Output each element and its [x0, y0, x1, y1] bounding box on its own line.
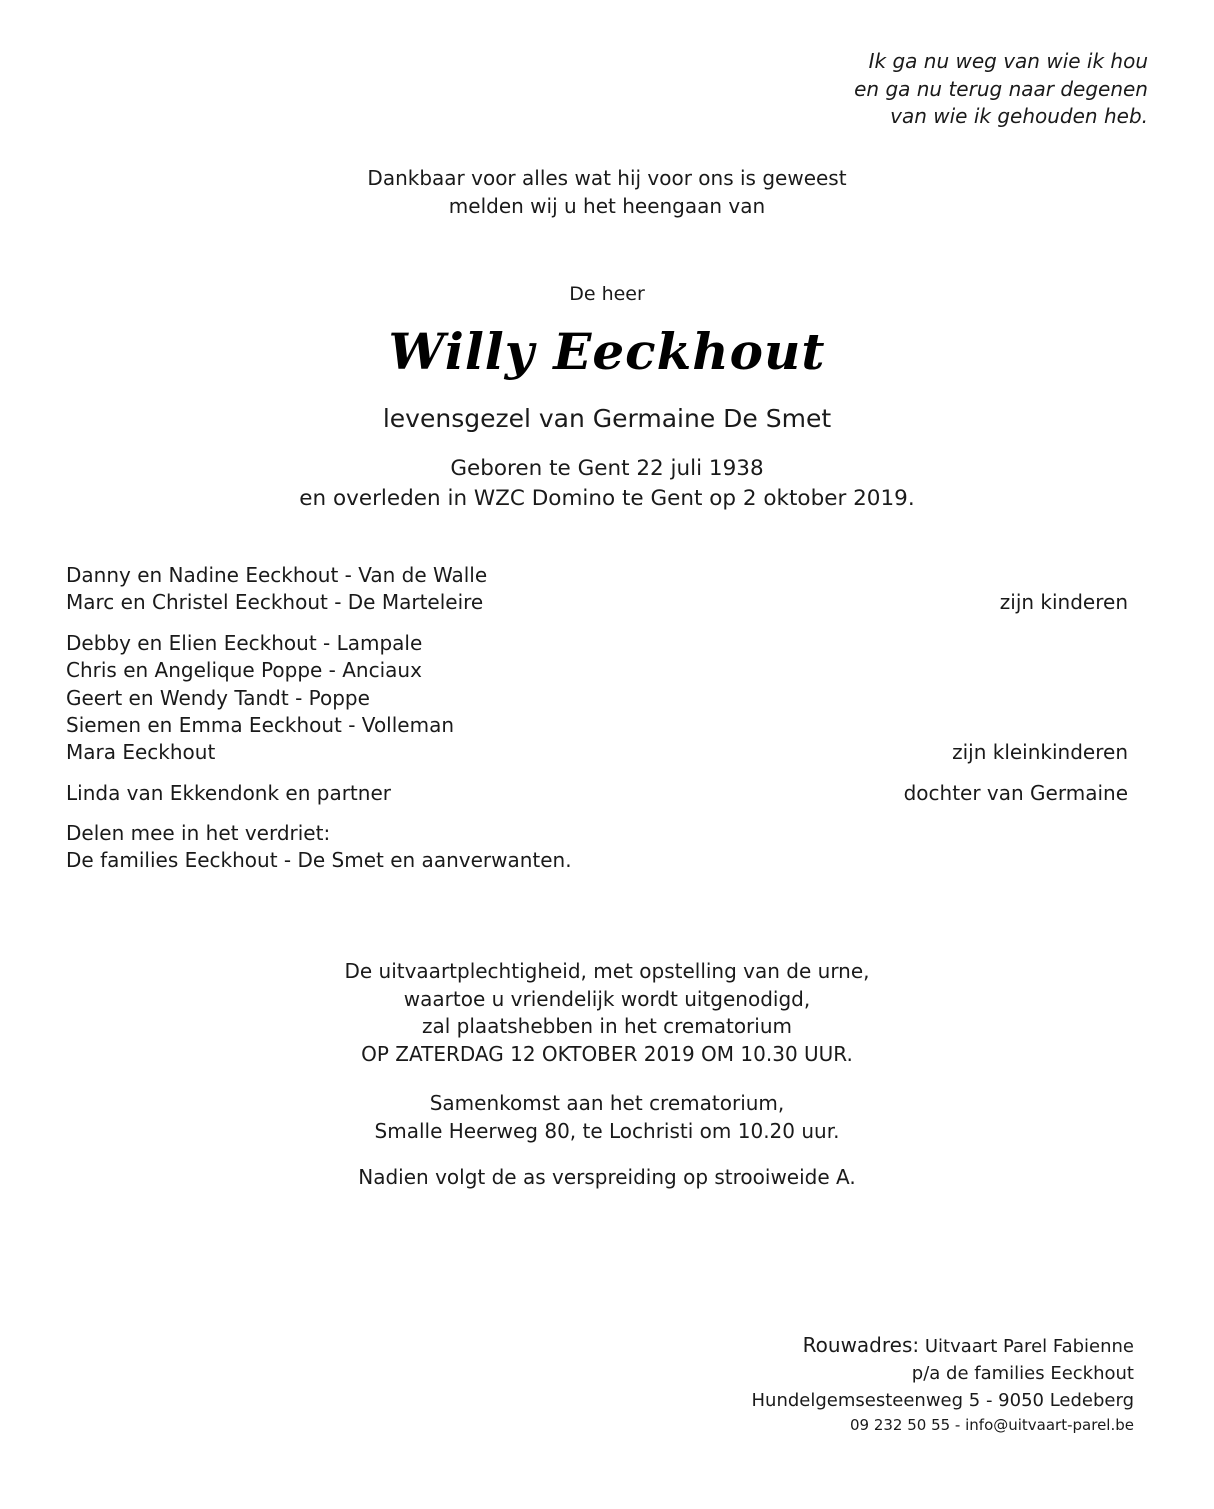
gathering-line: Samenkomst aan het crematorium,: [429, 1091, 785, 1115]
death-line: en overleden in WZC Domino te Gent op 2 oktober 2019.: [299, 486, 915, 511]
intro-line: melden wij u het heengaan van: [448, 193, 766, 218]
birth-line: Geboren te Gent 22 juli 1938: [450, 456, 764, 481]
birth-death-info: [0, 454, 1214, 514]
mourning-address: [752, 1332, 1135, 1436]
sharing-group: [66, 820, 1128, 875]
family-member: Marc en Christel Eeckhout - De Marteleire: [66, 590, 484, 615]
family-row: [66, 562, 1128, 589]
grandchildren-group: [66, 630, 1128, 766]
family-row: [66, 685, 1128, 712]
gathering-line: Smalle Heerweg 80, te Lochristi om 10.20 uur.: [374, 1118, 840, 1143]
intro-line: Dankbaar voor alles wat hij voor ons is geweest: [367, 166, 847, 190]
relation-label: zijn kinderen: [999, 590, 1128, 615]
deceased-name: Willy Eeckhout: [388, 322, 826, 381]
family-row: [66, 589, 1128, 616]
family-member: Chris en Angelique Poppe - Anciaux: [66, 658, 422, 683]
relation-label: zijn kleinkinderen: [952, 740, 1128, 765]
family-member: Linda van Ekkendonk en partner: [66, 781, 391, 805]
address-street: Hundelgemsesteenweg 5 - 9050 Ledeberg: [751, 1390, 1134, 1411]
ceremony-line: De uitvaartplechtigheid, met opstelling van de urne,: [344, 959, 870, 983]
relation-label: dochter van Germaine: [903, 781, 1128, 805]
ceremony-line: OP ZATERDAG 12 OKTOBER 2019 OM 10.30 UUR.: [361, 1041, 853, 1066]
family-member: Danny en Nadine Eeckhout - Van de Walle: [66, 563, 488, 587]
ceremony-line: zal plaatshebben in het crematorium: [421, 1014, 792, 1038]
family-row: [66, 657, 1128, 684]
family-member: Siemen en Emma Eeckhout - Volleman: [66, 712, 455, 737]
family-row: [66, 739, 1128, 766]
stepdaughter-group: [66, 780, 1128, 807]
poem-line: Ik ga nu weg van wie ik hou: [868, 49, 1148, 73]
intro-text: [0, 165, 1214, 220]
family-row: [66, 712, 1128, 739]
gathering-info: [0, 1090, 1214, 1145]
ceremony-line: waartoe u vriendelijk wordt uitgenodigd,: [403, 986, 811, 1011]
sharing-line: Delen mee in het verdriet:: [66, 821, 331, 845]
children-group: [66, 562, 1128, 617]
address-care-of: p/a de families Eeckhout: [911, 1363, 1134, 1384]
family-member: Mara Eeckhout: [66, 740, 216, 765]
afterwards-note: Nadien volgt de as verspreiding op strooiweide A.: [358, 1165, 856, 1189]
partner-line: levensgezel van Germaine De Smet: [382, 404, 832, 433]
address-label: Rouwadres:: [802, 1333, 920, 1357]
sharing-line: De families Eeckhout - De Smet en aanverwanten.: [66, 848, 572, 873]
funeral-home: Uitvaart Parel Fabienne: [924, 1336, 1134, 1357]
address-line: [752, 1332, 1135, 1360]
family-member: Geert en Wendy Tandt - Poppe: [66, 685, 370, 710]
family-row: [66, 780, 1128, 807]
poem: [854, 48, 1148, 131]
family-row: [66, 630, 1128, 657]
ceremony-info: [0, 958, 1214, 1068]
family-member: Debby en Elien Eeckhout - Lampale: [66, 631, 423, 655]
honorific: De heer: [569, 283, 645, 305]
poem-line: van wie ik gehouden heb.: [890, 104, 1148, 128]
poem-line: en ga nu terug naar degenen: [854, 76, 1148, 101]
address-contact: 09 232 50 55 - info@uitvaart-parel.be: [849, 1416, 1134, 1434]
